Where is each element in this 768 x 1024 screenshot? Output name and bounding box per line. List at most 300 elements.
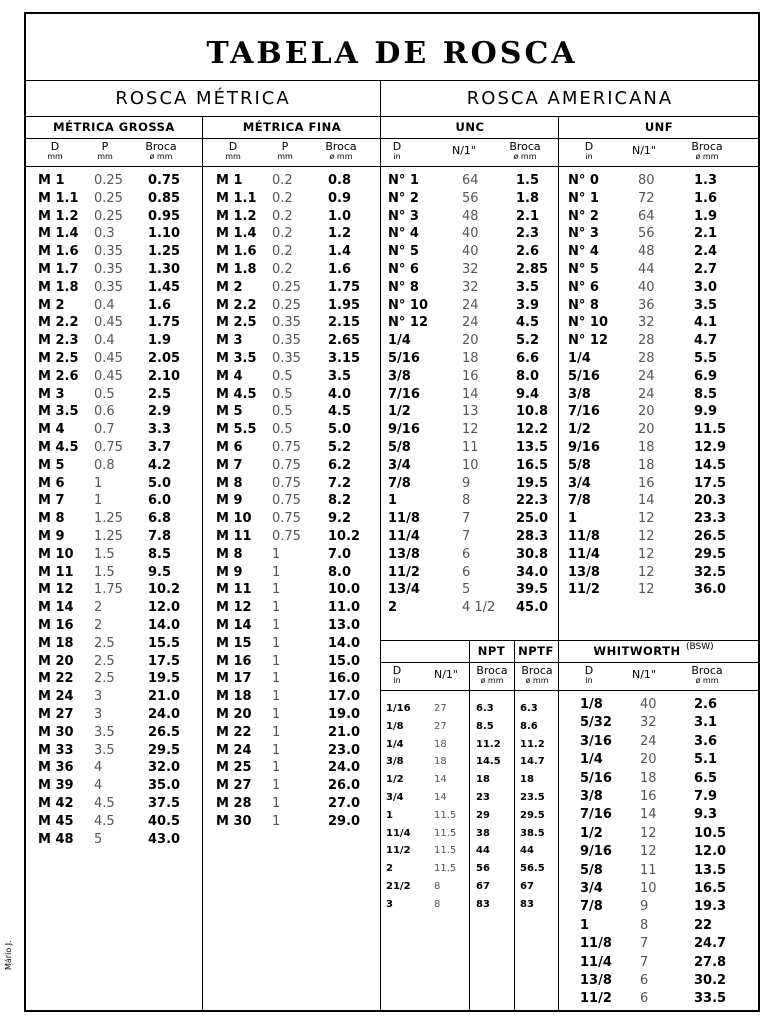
- cell-tpi: 24: [462, 315, 479, 331]
- subheader-whitworth: WHITWORTH: [593, 644, 681, 658]
- cell-broca: 9.2: [328, 511, 352, 527]
- cell-broca: 6.8: [148, 511, 172, 527]
- cell-diameter: 11/2: [580, 991, 612, 1007]
- cell-tpi: 28: [638, 351, 655, 366]
- cell-broca: 16.0: [328, 671, 361, 687]
- cell-pitch: 1: [272, 778, 281, 794]
- cell-broca: 21.0: [328, 724, 361, 740]
- cell-diameter: N° 12: [568, 333, 608, 349]
- cell-diameter: M 12: [38, 582, 74, 598]
- cell-tpi: 56: [638, 226, 655, 242]
- cell-diameter: 1/8: [386, 720, 404, 732]
- cell-tpi: 16: [640, 789, 657, 804]
- cell-broca-nptf: 44: [520, 845, 534, 857]
- cell-broca: 34.0: [516, 564, 549, 580]
- cell-broca: 2.85: [516, 262, 549, 277]
- cell-broca: 3.3: [148, 422, 172, 438]
- cell-broca: 8.5: [148, 546, 172, 562]
- cell-broca: 32.0: [148, 760, 181, 776]
- cell-tpi: 10: [462, 457, 479, 473]
- cell-diameter: 3/16: [580, 733, 612, 749]
- cell-tpi: 14: [462, 386, 479, 402]
- cell-broca: 24.7: [694, 936, 727, 952]
- cell-broca: 13.0: [328, 618, 361, 633]
- cell-broca: 3.15: [328, 351, 361, 366]
- cell-broca: 36.0: [694, 582, 727, 598]
- cell-diameter: 9/16: [580, 844, 612, 860]
- cell-broca: 21.0: [148, 689, 181, 705]
- cell-tpi: 12: [640, 844, 657, 860]
- cell-diameter: 1/4: [568, 351, 591, 366]
- cell-broca: 29.5: [694, 546, 727, 562]
- cell-broca: 2.65: [328, 333, 361, 349]
- cell-pitch: 1: [272, 635, 281, 651]
- cell-tpi: 5: [462, 582, 471, 598]
- col-header-p: P mm: [97, 140, 113, 161]
- cell-tpi: 27: [434, 703, 447, 714]
- cell-diameter: M 9: [38, 529, 65, 544]
- cell-diameter: M 6: [38, 475, 65, 491]
- col-header-d: D in: [392, 664, 402, 685]
- cell-diameter: M 2.3: [38, 333, 79, 349]
- cell-diameter: M 3.5: [216, 351, 257, 366]
- cell-diameter: 1/2: [568, 422, 591, 438]
- cell-broca: 9.4: [516, 386, 540, 402]
- cell-diameter: N° 10: [568, 315, 608, 331]
- cell-tpi: 14: [434, 774, 447, 786]
- cell-tpi: 13: [462, 404, 479, 420]
- cell-broca-nptf: 67: [520, 881, 534, 892]
- cell-tpi: 14: [638, 493, 655, 509]
- cell-broca: 43.0: [148, 831, 181, 847]
- divider: [26, 138, 758, 139]
- divider: [380, 662, 758, 663]
- cell-tpi: 20: [638, 422, 655, 438]
- cell-diameter: 13/4: [388, 582, 420, 598]
- cell-broca: 29.5: [148, 742, 181, 758]
- cell-pitch: 0.7: [94, 422, 115, 438]
- cell-tpi: 36: [638, 297, 655, 313]
- cell-diameter: M 1: [216, 173, 243, 188]
- cell-pitch: 0.35: [94, 244, 123, 260]
- cell-broca: 3.6: [694, 733, 718, 749]
- cell-diameter: 11/8: [568, 529, 600, 544]
- col-header-broca: Broca ø mm: [325, 140, 357, 161]
- cell-broca: 1.6: [148, 297, 172, 313]
- cell-broca: 9.3: [694, 807, 718, 823]
- cell-broca: 3.5: [516, 279, 540, 295]
- cell-tpi: 18: [434, 738, 447, 750]
- divider: [380, 80, 381, 1012]
- cell-diameter: 5/32: [580, 715, 612, 731]
- col-header-broca: Broca ø mm: [691, 140, 723, 161]
- cell-diameter: M 10: [38, 546, 74, 562]
- cell-diameter: M 22: [38, 671, 74, 687]
- cell-pitch: 1: [272, 724, 281, 740]
- cell-broca: 22: [694, 917, 713, 933]
- cell-broca: 1.95: [328, 297, 361, 313]
- divider: [26, 166, 758, 167]
- cell-tpi: 6: [640, 973, 649, 988]
- cell-pitch: 0.25: [272, 297, 301, 313]
- cell-diameter: M 1: [38, 173, 65, 188]
- cell-diameter: N° 6: [388, 262, 419, 277]
- cell-diameter: M 1.7: [38, 262, 79, 277]
- cell-tpi: 12: [462, 422, 479, 438]
- cell-broca-npt: 83: [476, 898, 490, 910]
- cell-broca-npt: 44: [476, 845, 490, 857]
- col-header-d: D mm: [225, 140, 241, 161]
- cell-diameter: M 30: [38, 724, 74, 740]
- cell-broca: 1.2: [328, 226, 352, 242]
- cell-diameter: N° 2: [568, 208, 599, 224]
- cell-diameter: M 11: [216, 529, 252, 544]
- cell-diameter: 3/8: [388, 368, 411, 384]
- cell-broca: 5.0: [148, 475, 172, 491]
- cell-diameter: M 2.2: [38, 315, 79, 331]
- cell-tpi: 6: [462, 564, 471, 580]
- cell-pitch: 0.35: [94, 262, 123, 277]
- cell-tpi: 18: [638, 457, 655, 473]
- cell-diameter: M 15: [216, 635, 252, 651]
- cell-broca: 12.9: [694, 440, 727, 455]
- cell-tpi: 32: [640, 715, 657, 731]
- cell-pitch: 1: [94, 475, 103, 491]
- cell-diameter: 9/16: [388, 422, 420, 438]
- cell-broca: 26.5: [694, 529, 727, 544]
- cell-pitch: 1: [272, 742, 281, 758]
- cell-diameter: M 1.1: [216, 190, 257, 206]
- cell-pitch: 1.5: [94, 564, 115, 580]
- subheader-unc: UNC: [455, 120, 485, 134]
- cell-diameter: 11/2: [386, 845, 411, 857]
- cell-pitch: 0.75: [272, 493, 301, 509]
- cell-tpi: 14: [434, 792, 447, 803]
- cell-pitch: 1: [272, 582, 281, 598]
- divider: [380, 690, 758, 691]
- cell-tpi: 32: [462, 262, 479, 277]
- cell-broca: 2.05: [148, 351, 181, 366]
- cell-tpi: 11.5: [434, 845, 457, 857]
- cell-tpi: 7: [640, 954, 649, 970]
- cell-pitch: 0.5: [272, 386, 293, 402]
- cell-broca: 7.2: [328, 475, 352, 491]
- cell-pitch: 0.75: [272, 511, 301, 527]
- cell-diameter: M 1.6: [38, 244, 79, 260]
- cell-diameter: 5/8: [388, 440, 411, 455]
- cell-broca: 5.1: [694, 752, 718, 768]
- cell-tpi: 7: [640, 936, 649, 952]
- cell-broca: 2.1: [694, 226, 718, 242]
- cell-broca: 0.85: [148, 190, 181, 206]
- cell-diameter: 1/2: [580, 825, 603, 841]
- cell-broca: 7.9: [694, 789, 718, 804]
- cell-tpi: 18: [434, 756, 447, 768]
- cell-broca: 16.5: [694, 881, 727, 896]
- cell-pitch: 0.4: [94, 333, 115, 349]
- cell-broca: 9.5: [148, 564, 172, 580]
- cell-tpi: 11.5: [434, 863, 457, 875]
- cell-tpi: 40: [640, 697, 657, 712]
- cell-diameter: M 11: [38, 564, 74, 580]
- cell-pitch: 2.5: [94, 635, 115, 651]
- cell-tpi: 27: [434, 720, 447, 732]
- cell-pitch: 3.5: [94, 742, 115, 758]
- cell-diameter: 5/16: [580, 770, 612, 786]
- cell-pitch: 0.75: [272, 475, 301, 491]
- cell-tpi: 12: [638, 546, 655, 562]
- subheader-grossa: MÉTRICA GROSSA: [53, 120, 175, 134]
- cell-diameter: M 9: [216, 493, 243, 509]
- cell-broca-nptf: 56.5: [520, 863, 545, 875]
- cell-broca-npt: 11.2: [476, 738, 501, 750]
- cell-pitch: 0.25: [94, 208, 123, 224]
- cell-tpi: 16: [638, 475, 655, 491]
- cell-broca: 4.7: [694, 333, 718, 349]
- cell-broca-nptf: 38.5: [520, 827, 545, 839]
- cell-pitch: 0.35: [272, 333, 301, 349]
- cell-pitch: 0.35: [272, 351, 301, 366]
- cell-broca-nptf: 11.2: [520, 738, 545, 750]
- cell-broca: 5.0: [328, 422, 352, 438]
- cell-broca: 1.6: [328, 262, 352, 277]
- cell-broca: 3.7: [148, 440, 172, 455]
- cell-diameter: 11/4: [580, 954, 612, 970]
- cell-broca: 37.5: [148, 796, 181, 811]
- cell-pitch: 4.5: [94, 813, 115, 829]
- cell-tpi: 32: [462, 279, 479, 295]
- col-header-broca: Broca ø mm: [145, 140, 177, 161]
- cell-broca-npt: 14.5: [476, 756, 501, 768]
- cell-diameter: M 1.1: [38, 190, 79, 206]
- cell-broca: 2.7: [694, 262, 718, 277]
- cell-broca: 23.0: [328, 742, 361, 758]
- cell-pitch: 0.75: [94, 440, 123, 455]
- cell-tpi: 28: [638, 333, 655, 349]
- cell-tpi: 64: [462, 173, 479, 188]
- cell-pitch: 0.2: [272, 190, 293, 206]
- cell-broca: 14.0: [328, 635, 361, 651]
- cell-diameter: M 45: [38, 813, 74, 829]
- cell-tpi: 56: [462, 190, 479, 206]
- cell-broca: 5.2: [516, 333, 540, 349]
- cell-diameter: M 3: [38, 386, 65, 402]
- cell-pitch: 0.45: [94, 315, 123, 331]
- divider: [469, 640, 470, 1012]
- cell-diameter: M 16: [216, 653, 252, 669]
- cell-broca: 27.0: [328, 796, 361, 811]
- divider: [380, 640, 758, 641]
- cell-diameter: M 4: [216, 368, 243, 384]
- cell-diameter: 5/16: [388, 351, 420, 366]
- cell-broca: 5.5: [694, 351, 718, 366]
- cell-diameter: M 1.6: [216, 244, 257, 260]
- cell-broca-nptf: 14.7: [520, 756, 545, 768]
- col-header-broca: Broca ø mm: [691, 664, 723, 685]
- cell-pitch: 0.2: [272, 226, 293, 242]
- cell-broca-npt: 56: [476, 863, 490, 875]
- cell-broca: 25.0: [516, 511, 549, 527]
- cell-diameter: M 5.5: [216, 422, 257, 438]
- cell-tpi: 18: [640, 770, 657, 786]
- cell-broca: 8.2: [328, 493, 352, 509]
- subheader-fina: MÉTRICA FINA: [242, 120, 342, 134]
- cell-pitch: 0.5: [272, 404, 293, 420]
- cell-broca: 23.3: [694, 511, 727, 527]
- cell-tpi: 8: [434, 898, 441, 910]
- cell-pitch: 0.35: [94, 279, 123, 295]
- cell-broca: 3.1: [694, 715, 718, 731]
- cell-broca: 6.2: [328, 457, 352, 473]
- cell-broca: 24.0: [328, 760, 361, 776]
- cell-broca: 32.5: [694, 564, 727, 580]
- cell-broca: 11.5: [694, 422, 727, 438]
- cell-diameter: M 1.4: [216, 226, 257, 242]
- cell-diameter: N° 4: [568, 244, 599, 260]
- cell-pitch: 2.5: [94, 653, 115, 669]
- cell-tpi: 11.5: [434, 827, 457, 839]
- cell-diameter: 7/16: [580, 807, 612, 823]
- cell-broca: 6.0: [148, 493, 172, 509]
- cell-broca-npt: 23: [476, 792, 490, 803]
- cell-broca-npt: 38: [476, 827, 490, 839]
- cell-pitch: 0.25: [272, 279, 301, 295]
- cell-broca: 9.9: [694, 404, 718, 420]
- cell-broca-nptf: 18: [520, 774, 534, 786]
- cell-tpi: 12: [640, 825, 657, 841]
- cell-broca: 17.5: [148, 653, 181, 669]
- divider: [202, 116, 203, 1012]
- cell-diameter: M 3: [216, 333, 243, 349]
- cell-diameter: 3/4: [388, 457, 411, 473]
- cell-diameter: M 2: [216, 279, 243, 295]
- cell-diameter: M 42: [38, 796, 74, 811]
- cell-pitch: 4.5: [94, 796, 115, 811]
- cell-diameter: N° 12: [388, 315, 428, 331]
- cell-broca: 2.10: [148, 368, 181, 384]
- cell-tpi: 7: [462, 511, 471, 527]
- cell-diameter: M 22: [216, 724, 252, 740]
- divider: [26, 116, 758, 117]
- cell-pitch: 0.8: [94, 457, 115, 473]
- cell-pitch: 3: [94, 689, 103, 705]
- section-metric: ROSCA MÉTRICA: [115, 88, 291, 109]
- cell-broca: 2.15: [328, 315, 361, 331]
- cell-broca-nptf: 6.3: [520, 703, 538, 714]
- cell-tpi: 12: [638, 582, 655, 598]
- cell-diameter: 5/8: [568, 457, 591, 473]
- cell-diameter: 11/4: [388, 529, 420, 544]
- cell-pitch: 3: [94, 707, 103, 722]
- cell-broca: 13.5: [516, 440, 549, 455]
- cell-diameter: M 2.6: [38, 368, 79, 384]
- cell-broca: 27.8: [694, 954, 727, 970]
- cell-diameter: M 2.5: [38, 351, 79, 366]
- cell-broca: 8.5: [694, 386, 718, 402]
- cell-pitch: 1: [272, 564, 281, 580]
- cell-broca: 0.75: [148, 173, 181, 188]
- cell-diameter: M 17: [216, 671, 252, 687]
- cell-pitch: 1.5: [94, 546, 115, 562]
- subheader-unf: UNF: [644, 120, 674, 134]
- cell-diameter: M 10: [216, 511, 252, 527]
- cell-broca: 2.1: [516, 208, 540, 224]
- cell-diameter: M 5: [38, 457, 65, 473]
- cell-diameter: N° 5: [568, 262, 599, 277]
- cell-diameter: M 6: [216, 440, 243, 455]
- cell-diameter: 1/4: [386, 738, 404, 750]
- cell-diameter: 7/16: [568, 404, 600, 420]
- cell-pitch: 0.3: [94, 226, 115, 242]
- cell-diameter: 11/8: [580, 936, 612, 952]
- cell-tpi: 48: [462, 208, 479, 224]
- cell-diameter: M 1.2: [216, 208, 257, 224]
- cell-broca: 2.3: [516, 226, 540, 242]
- cell-pitch: 1: [272, 796, 281, 811]
- cell-broca: 1.45: [148, 279, 181, 295]
- cell-broca: 6.6: [516, 351, 540, 366]
- subheader-bsw: (BSW): [686, 642, 714, 652]
- cell-diameter: M 4.5: [216, 386, 257, 402]
- cell-diameter: M 12: [216, 600, 252, 616]
- cell-broca: 2.5: [148, 386, 172, 402]
- cell-tpi: 20: [640, 752, 657, 768]
- cell-broca: 2.4: [694, 244, 718, 260]
- cell-tpi: 24: [640, 733, 657, 749]
- cell-broca: 1.75: [148, 315, 181, 331]
- cell-pitch: 1: [272, 760, 281, 776]
- cell-tpi: 32: [638, 315, 655, 331]
- cell-broca: 19.3: [694, 899, 727, 915]
- cell-diameter: 3/8: [386, 756, 404, 768]
- cell-tpi: 18: [462, 351, 479, 366]
- cell-diameter: 11/4: [386, 827, 411, 839]
- cell-tpi: 24: [638, 368, 655, 384]
- cell-diameter: M 39: [38, 778, 74, 794]
- cell-diameter: M 18: [38, 635, 74, 651]
- cell-diameter: 1: [388, 493, 398, 509]
- cell-pitch: 0.25: [94, 173, 123, 188]
- cell-broca: 24.0: [148, 707, 181, 722]
- col-header-d: D in: [584, 140, 594, 161]
- cell-broca: 4.0: [328, 386, 352, 402]
- cell-tpi: 8: [434, 881, 441, 892]
- cell-diameter: M 3.5: [38, 404, 79, 420]
- subheader-npt: NPT: [477, 644, 506, 658]
- cell-broca: 7.8: [148, 529, 172, 544]
- cell-tpi: 9: [640, 899, 649, 915]
- cell-pitch: 0.5: [272, 368, 293, 384]
- cell-tpi: 12: [638, 529, 655, 544]
- cell-diameter: 13/8: [568, 564, 600, 580]
- cell-broca: 1.10: [148, 226, 181, 242]
- cell-broca: 0.8: [328, 173, 352, 188]
- cell-diameter: 1/8: [580, 697, 603, 712]
- cell-pitch: 0.2: [272, 208, 293, 224]
- cell-broca: 40.5: [148, 813, 181, 829]
- cell-pitch: 1: [272, 618, 281, 633]
- cell-diameter: M 20: [216, 707, 252, 722]
- cell-broca: 1.75: [328, 279, 361, 295]
- cell-tpi: 44: [638, 262, 655, 277]
- cell-diameter: M 33: [38, 742, 74, 758]
- cell-broca: 1.9: [694, 208, 718, 224]
- cell-pitch: 4: [94, 760, 103, 776]
- cell-diameter: M 8: [38, 511, 65, 527]
- cell-diameter: M 11: [216, 582, 252, 598]
- cell-diameter: 1/4: [388, 333, 411, 349]
- cell-broca: 19.5: [516, 475, 549, 491]
